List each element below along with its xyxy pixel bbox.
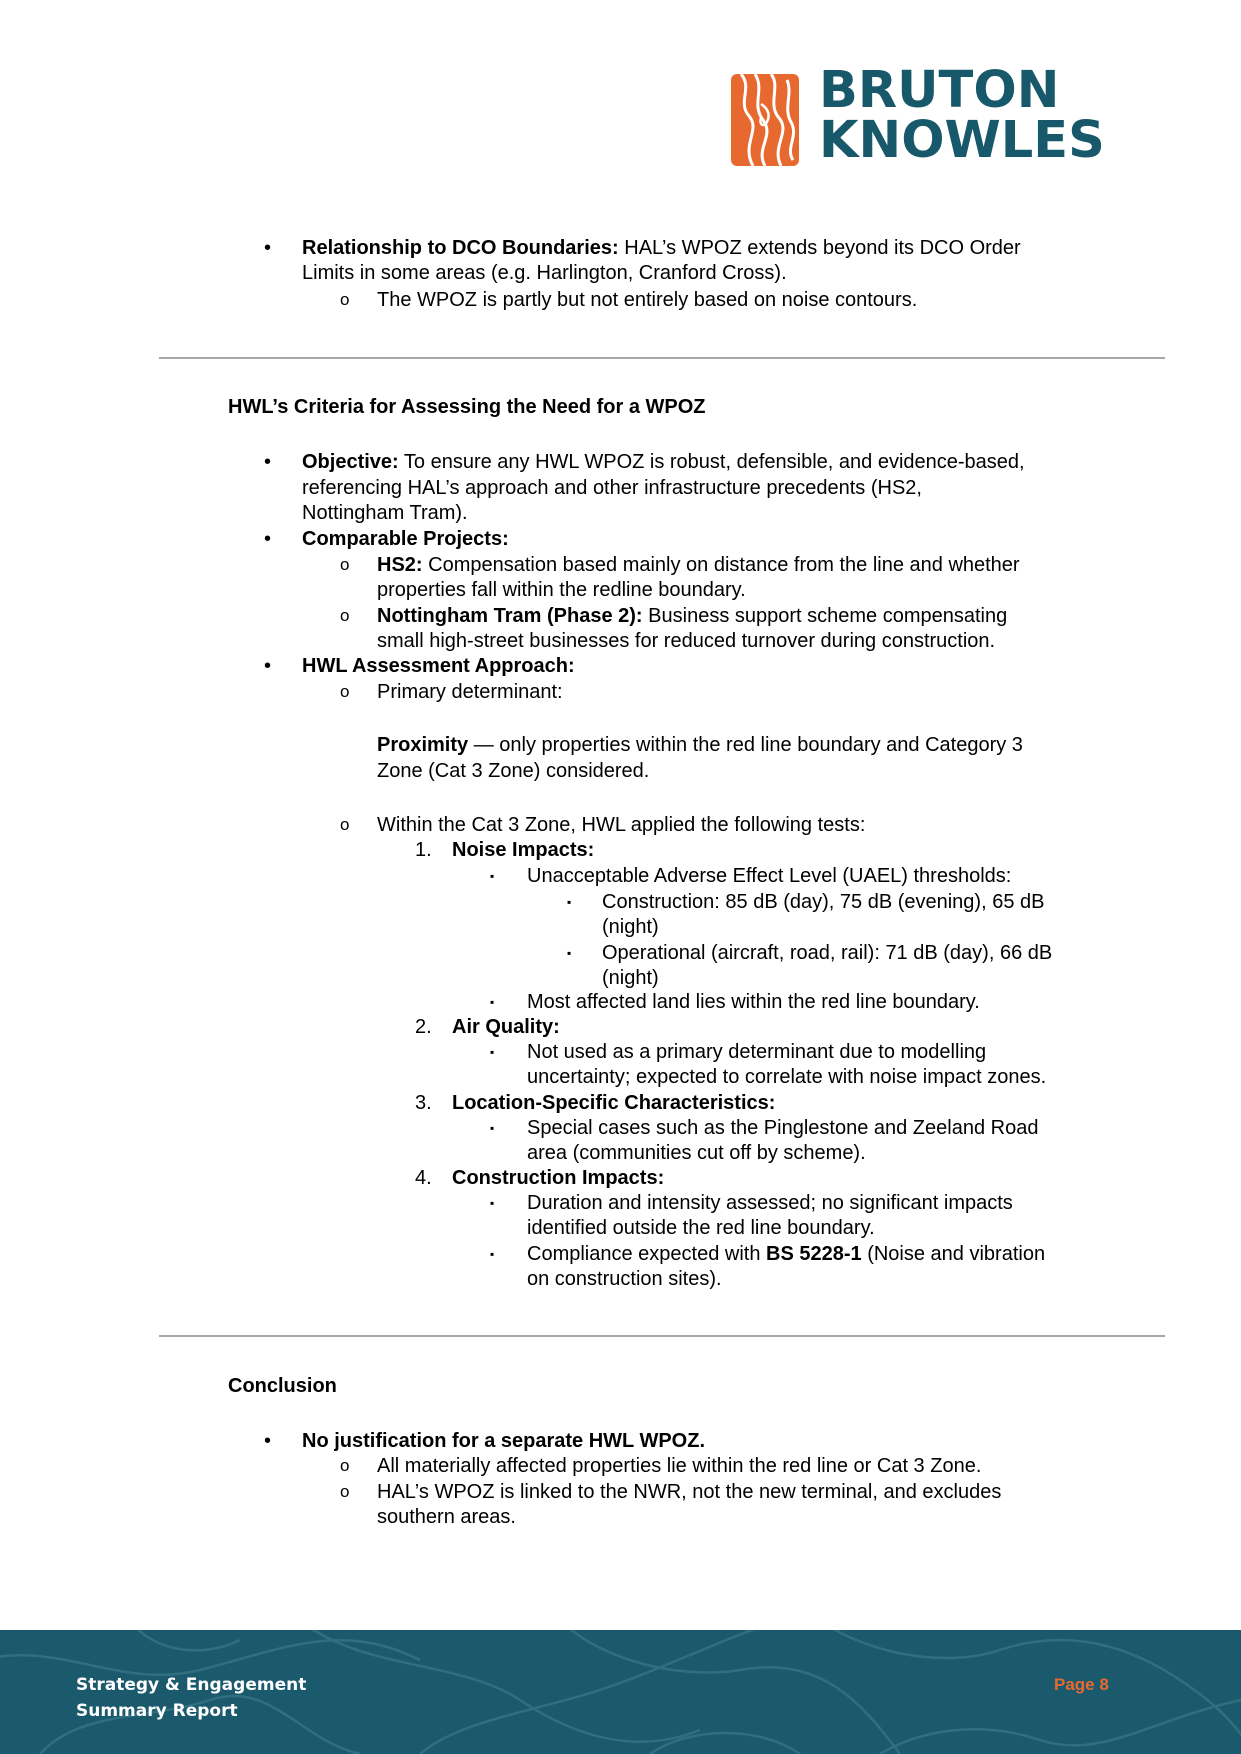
noise-impacts-label <box>452 838 594 862</box>
proximity-text-cont: Zone (Cat 3 Zone) considered. <box>377 760 650 782</box>
circle-marker: o <box>340 555 350 574</box>
square-marker: ▪ <box>490 1045 495 1059</box>
special-cases-cont: area (communities cut off by scheme). <box>527 1142 866 1164</box>
air-quality-text: Air Quality: <box>452 1016 560 1038</box>
page-number: Page 8 <box>1054 1675 1109 1694</box>
construction-impacts-text: Construction Impacts: <box>452 1167 665 1189</box>
cat3-tests-intro: Within the Cat 3 Zone, HWL applied the following tests: <box>377 814 866 836</box>
report-title-line-1: Strategy & Engagement <box>76 1675 307 1695</box>
location-specific-text: Location-Specific Characteristics: <box>452 1092 776 1114</box>
assessment-approach-text: HWL Assessment Approach: <box>302 655 575 677</box>
compliance-text: Compliance expected with <box>527 1243 767 1265</box>
tram-text: Business support scheme compensating <box>642 605 1008 627</box>
report-title <box>76 1672 306 1724</box>
square-marker: ▪ <box>490 1121 495 1135</box>
conclusion-main-text: No justification for a separate HWL WPOZ. <box>302 1430 706 1452</box>
conclusion-point-2-cont: southern areas. <box>377 1506 516 1528</box>
construction-impacts-label <box>452 1166 664 1190</box>
dco-boundaries-item <box>302 236 1021 260</box>
circle-marker: o <box>340 1482 350 1501</box>
circle-marker: o <box>340 1456 350 1475</box>
tram-text-cont: small high-street businesses for reduced turnover during construction. <box>377 630 996 652</box>
operational-thresholds: Operational (aircraft, road, rail): 71 dB (day), 66 dB <box>602 942 1053 964</box>
square-marker: ▪ <box>567 895 572 909</box>
list-number: 2. <box>415 1016 432 1038</box>
square-marker: ▪ <box>490 1247 495 1261</box>
construction-thresholds: Construction: 85 dB (day), 75 dB (evening), 65 dB <box>602 891 1045 913</box>
bullet-marker: • <box>264 655 272 677</box>
objective-text-cont: referencing HAL’s approach and other infrastructure precedents (HS2, <box>302 477 922 499</box>
bullet-marker: • <box>264 1430 272 1452</box>
brand-wordmark <box>819 61 1105 170</box>
wpoz-noise-contours: The WPOZ is partly but not entirely based on noise contours. <box>377 289 918 311</box>
bullet-marker: • <box>264 451 272 473</box>
hs2-text-cont: properties fall within the redline boundary. <box>377 579 746 601</box>
objective-item <box>302 450 1025 474</box>
uael-thresholds: Unacceptable Adverse Effect Level (UAEL) thresholds: <box>527 865 1012 887</box>
square-marker: ▪ <box>490 1196 495 1210</box>
list-number: 3. <box>415 1092 432 1114</box>
proximity-text: — only properties within the red line boundary and Category 3 <box>468 734 1023 756</box>
conclusion-point-2: HAL’s WPOZ is linked to the NWR, not the new terminal, and excludes <box>377 1481 1002 1503</box>
primary-determinant: Primary determinant: <box>377 681 563 703</box>
list-number: 4. <box>415 1167 432 1189</box>
objective-text-cont: Nottingham Tram). <box>302 502 468 524</box>
duration-intensity: Duration and intensity assessed; no significant impacts <box>527 1192 1013 1214</box>
operational-thresholds-cont: (night) <box>602 967 659 989</box>
dco-boundaries-text-cont: Limits in some areas (e.g. Harlington, Cranford Cross). <box>302 262 787 284</box>
circle-marker: o <box>340 290 350 309</box>
most-affected-land: Most affected land lies within the red line boundary. <box>527 991 980 1013</box>
tram-item <box>377 604 1007 628</box>
conclusion-main <box>302 1429 705 1453</box>
comparable-projects-text: Comparable Projects: <box>302 528 509 550</box>
compliance-item-cont: on construction sites). <box>527 1268 722 1290</box>
objective-label: Objective: <box>302 451 399 473</box>
compliance-item <box>527 1242 1045 1266</box>
air-quality-label <box>452 1015 560 1039</box>
page-footer <box>0 1630 1241 1754</box>
brand-line-2: KNOWLES <box>819 111 1105 170</box>
square-marker: ▪ <box>490 995 495 1009</box>
brand-line-1: BRUTON <box>819 61 1060 120</box>
bullet-marker: • <box>264 528 272 550</box>
list-number: 1. <box>415 839 432 861</box>
air-quality-detail: Not used as a primary determinant due to modelling <box>527 1041 987 1063</box>
proximity-item <box>377 733 1023 757</box>
circle-marker: o <box>340 606 350 625</box>
square-marker: ▪ <box>567 946 572 960</box>
report-title-line-2: Summary Report <box>76 1701 238 1721</box>
hs2-item <box>377 553 1020 577</box>
conclusion-heading: Conclusion <box>228 1375 337 1397</box>
dco-boundaries-text: HAL’s WPOZ extends beyond its DCO Order <box>618 237 1021 259</box>
duration-intensity-cont: identified outside the red line boundary. <box>527 1217 875 1239</box>
hs2-label: HS2: <box>377 554 423 576</box>
assessment-approach-label <box>302 654 575 678</box>
bullet-marker: • <box>264 237 272 259</box>
criteria-heading: HWL’s Criteria for Assessing the Need for a WPOZ <box>228 396 706 418</box>
special-cases: Special cases such as the Pinglestone and Zeeland Road <box>527 1117 1039 1139</box>
brand-mark-icon <box>731 74 799 166</box>
circle-marker: o <box>340 815 350 834</box>
section-divider <box>159 1335 1165 1337</box>
proximity-label: Proximity <box>377 734 469 756</box>
comparable-projects-label <box>302 527 509 551</box>
air-quality-detail-cont: uncertainty; expected to correlate with noise impact zones. <box>527 1066 1047 1088</box>
section-divider <box>159 357 1165 359</box>
square-marker: ▪ <box>490 869 495 883</box>
noise-impacts-text: Noise Impacts: <box>452 839 595 861</box>
objective-text: To ensure any HWL WPOZ is robust, defensible, and evidence-based, <box>398 451 1025 473</box>
dco-boundaries-label: Relationship to DCO Boundaries: <box>302 237 619 259</box>
construction-thresholds-cont: (night) <box>602 916 659 938</box>
tram-label: Nottingham Tram (Phase 2): <box>377 605 643 627</box>
compliance-text-end: (Noise and vibration <box>861 1243 1046 1265</box>
brand-logo <box>731 61 1123 170</box>
location-specific-label <box>452 1091 775 1115</box>
hs2-text: Compensation based mainly on distance from the line and whether <box>422 554 1020 576</box>
bs-5228-standard: BS 5228-1 <box>766 1243 862 1265</box>
conclusion-point-1: All materially affected properties lie within the red line or Cat 3 Zone. <box>377 1455 982 1477</box>
circle-marker: o <box>340 682 350 701</box>
